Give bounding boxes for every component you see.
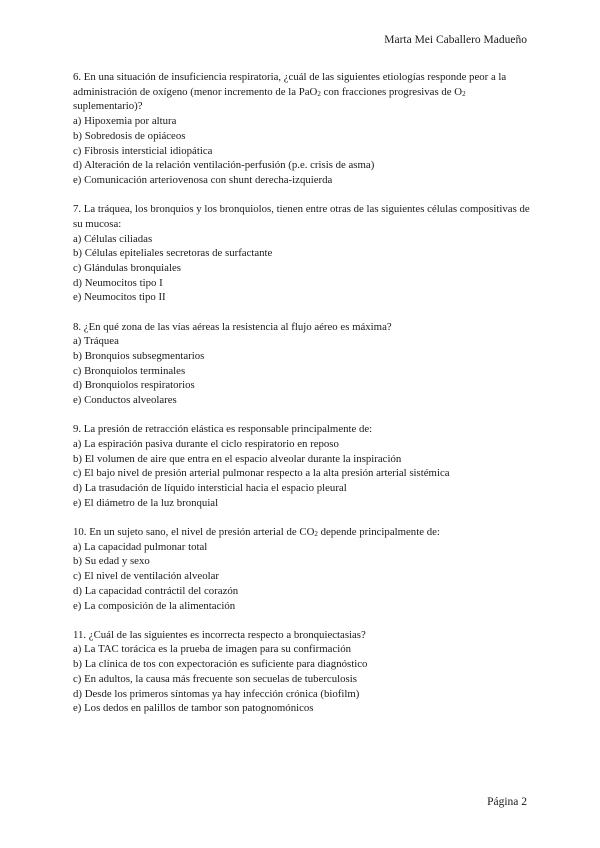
answer-option: b) Su edad y sexo bbox=[73, 555, 150, 568]
answer-option: c) En adultos, la causa más frecuente son secuelas de tuberculosis bbox=[73, 672, 357, 685]
answer-option: a) Tráquea bbox=[73, 335, 119, 348]
answer-options bbox=[73, 540, 533, 614]
question-9 bbox=[73, 422, 533, 510]
page-header-author: Marta Mei Caballero Madueño bbox=[384, 34, 527, 46]
answer-option: b) Células epiteliales secretoras de surfactante bbox=[73, 247, 273, 260]
answer-option: b) Sobredosis de opiáceos bbox=[73, 129, 186, 142]
answer-option: c) Fibrosis intersticial idiopática bbox=[73, 144, 213, 157]
answer-options bbox=[73, 334, 533, 408]
answer-options bbox=[73, 114, 533, 188]
answer-option: d) Alteración de la relación ventilación-perfusión (p.e. crisis de asma) bbox=[73, 159, 375, 172]
page-number: Página 2 bbox=[487, 796, 527, 808]
answer-option: d) Desde los primeros síntomas ya hay infección crónica (biofilm) bbox=[73, 687, 360, 700]
answer-option: d) Neumocitos tipo I bbox=[73, 276, 163, 289]
answer-option: e) Neumocitos tipo II bbox=[73, 291, 166, 304]
answer-option: e) El diámetro de la luz bronquial bbox=[73, 496, 219, 509]
question-text: 9. La presión de retracción elástica es responsable principalmente de: bbox=[73, 423, 373, 436]
answer-option: a) La espiración pasiva durante el ciclo respiratorio en reposo bbox=[73, 437, 339, 450]
answer-option: e) Los dedos en palillos de tambor son patognomónicos bbox=[73, 702, 314, 715]
answer-option: a) La TAC torácica es la prueba de imagen para su confirmación bbox=[73, 643, 352, 656]
answer-option: b) La clínica de tos con expectoración es suficiente para diagnóstico bbox=[73, 658, 368, 671]
answer-option: b) El volumen de aire que entra en el espacio alveolar durante la inspiración bbox=[73, 452, 402, 465]
question-text: 6. En una situación de insuficiencia respiratoria, ¿cuál de las siguientes etiologías responde peor a la administración de oxígeno (menor incremento de la PaO$_2$ con fracciones progresivas de $O_2$ suplementario)? bbox=[73, 71, 507, 113]
question-text: 10. En un sujeto sano, el nivel de presión arterial de $CO_2$ depende principalmente de: bbox=[73, 525, 440, 538]
question-text: 8. ¿En qué zona de las vías aéreas la resistencia al flujo aéreo es máxima? bbox=[73, 320, 392, 333]
answer-option: e) Conductos alveolares bbox=[73, 394, 177, 407]
answer-option: c) El bajo nivel de presión arterial pulmonar respecto a la alta presión arterial sistémica bbox=[73, 467, 450, 480]
question-text: 7. La tráquea, los bronquios y los bronquiolos, tienen entre otras de las siguientes células compositivas de su mucosa: bbox=[73, 203, 530, 230]
answer-option: d) Bronquiolos respiratorios bbox=[73, 379, 195, 392]
answer-option: d) La trasudación de líquido intersticial hacia el espacio pleural bbox=[73, 482, 347, 495]
answer-option: c) El nivel de ventilación alveolar bbox=[73, 570, 219, 583]
answer-option: a) Células ciliadas bbox=[73, 232, 153, 245]
question-8 bbox=[73, 320, 533, 408]
question-7 bbox=[73, 202, 533, 305]
answer-option: c) Glándulas bronquiales bbox=[73, 261, 181, 274]
question-text: 11. ¿Cuál de las siguientes es incorrecta respecto a bronquiectasias? bbox=[73, 628, 366, 641]
answer-option: d) La capacidad contráctil del corazón bbox=[73, 584, 239, 597]
answer-options bbox=[73, 437, 533, 511]
answer-option: c) Bronquiolos terminales bbox=[73, 364, 186, 377]
question-list bbox=[73, 70, 533, 730]
answer-options bbox=[73, 232, 533, 306]
answer-option: e) La composición de la alimentación bbox=[73, 599, 236, 612]
question-10 bbox=[73, 525, 533, 613]
question-6 bbox=[73, 70, 533, 188]
answer-options bbox=[73, 642, 533, 716]
question-11 bbox=[73, 628, 533, 716]
answer-option: b) Bronquios subsegmentarios bbox=[73, 349, 205, 362]
answer-option: a) Hipoxemia por altura bbox=[73, 115, 177, 128]
answer-option: e) Comunicación arteriovenosa con shunt derecha-izquierda bbox=[73, 173, 333, 186]
answer-option: a) La capacidad pulmonar total bbox=[73, 540, 208, 553]
